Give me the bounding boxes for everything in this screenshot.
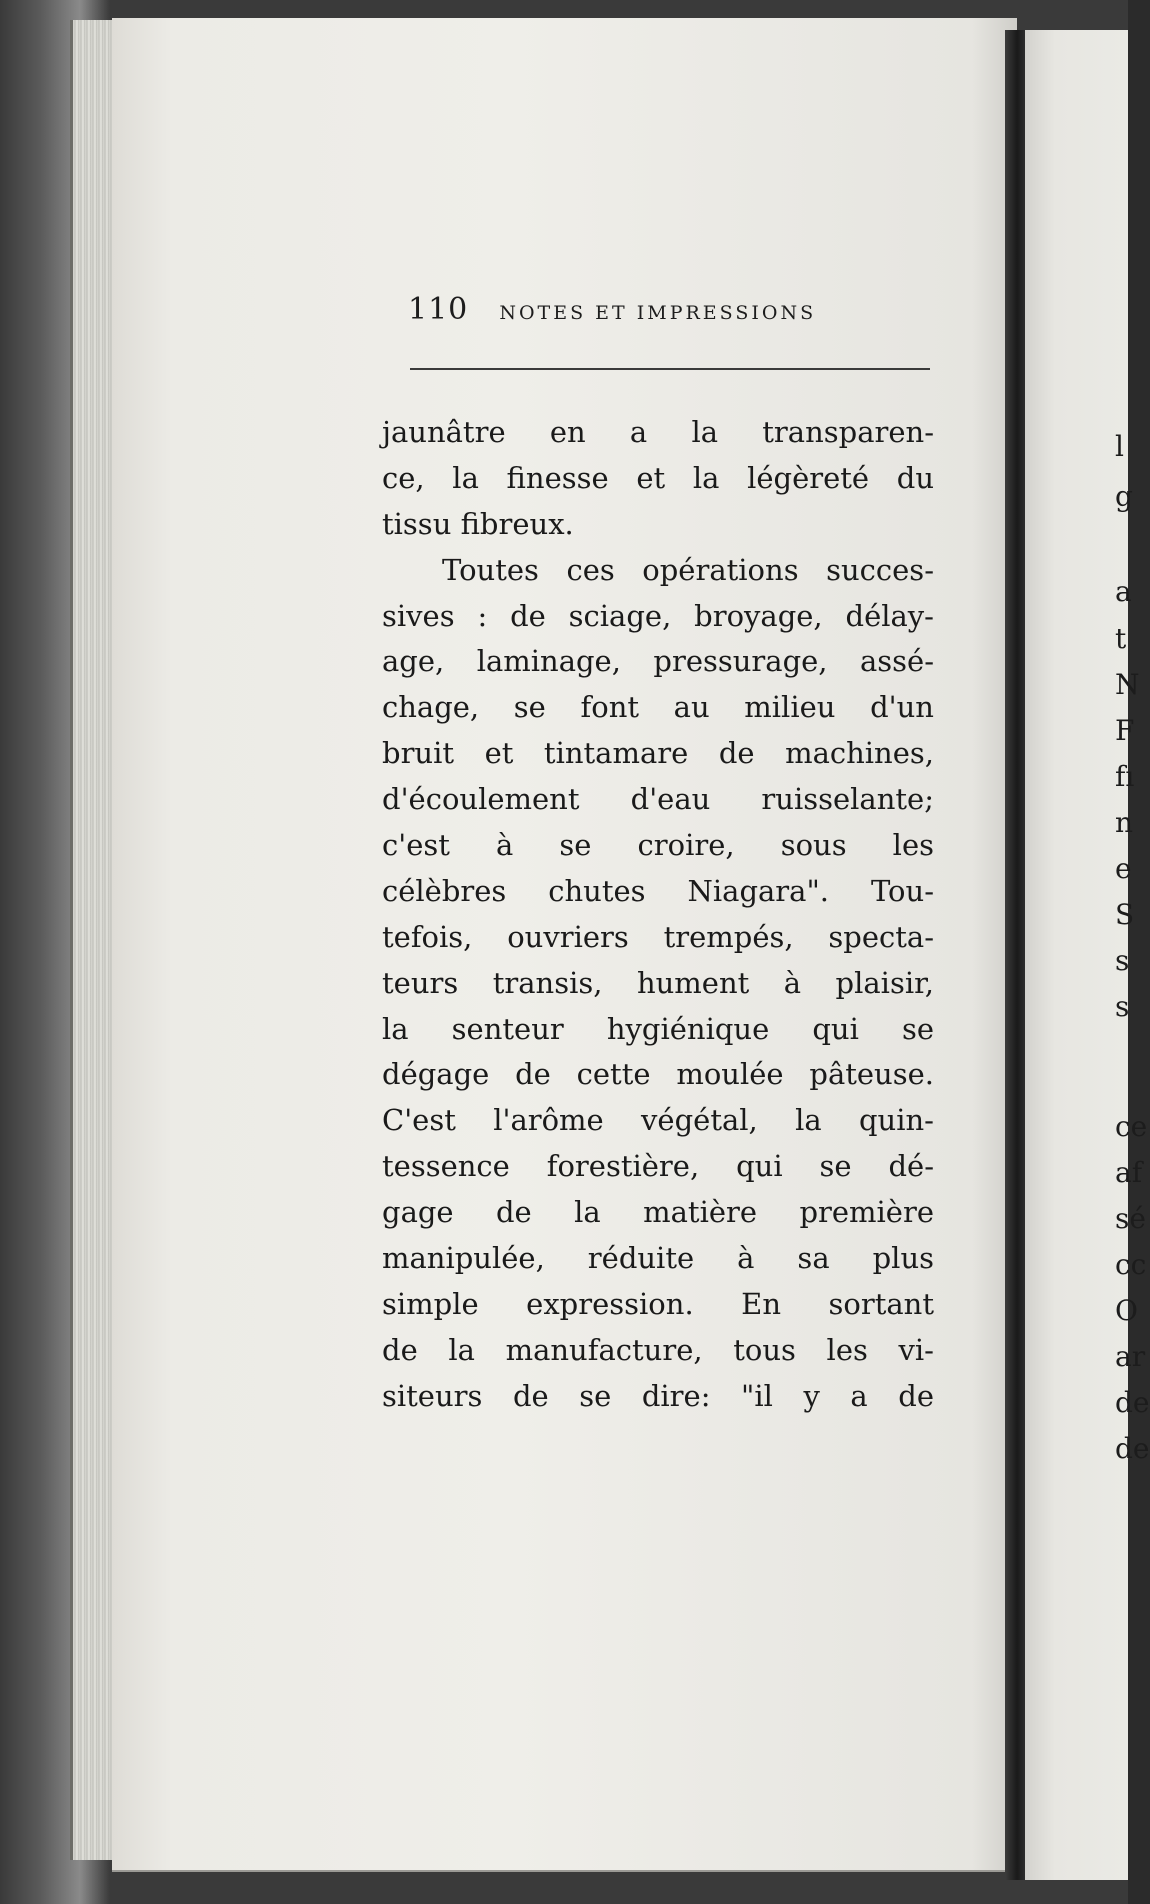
- text-line: la senteur hygiénique qui se: [382, 1011, 934, 1046]
- text-line: sives : de sciage, broyage, délay-: [382, 598, 934, 633]
- facing-page-fragment: sé: [1115, 1202, 1146, 1235]
- text-line: jaunâtre en a la transparen-: [382, 415, 934, 449]
- facing-page-fragment: a: [1115, 575, 1132, 608]
- text-line: ce, la finesse et la légèreté du: [382, 460, 934, 495]
- text-line: gage de la matière première: [382, 1195, 934, 1230]
- text-line: siteurs de se dire: "il y a de: [382, 1378, 934, 1413]
- facing-page-fragment: af: [1115, 1156, 1143, 1189]
- book-gutter: [1005, 30, 1025, 1880]
- text-line: célèbres chutes Niagara". Tou-: [382, 873, 934, 908]
- facing-page-fragment: n: [1115, 806, 1134, 839]
- text-line: simple expression. En sortant: [382, 1286, 934, 1321]
- facing-page-fragment: t: [1115, 622, 1127, 655]
- text-line: bruit et tintamare de machines,: [382, 736, 934, 771]
- header-rule: [410, 368, 930, 370]
- text-line: manipulée, réduite à sa plus: [382, 1241, 934, 1276]
- facing-page-fragment: l: [1115, 430, 1124, 463]
- text-line: tefois, ouvriers trempés, specta-: [382, 919, 934, 954]
- text-line: age, laminage, pressurage, assé-: [382, 644, 934, 679]
- text-line: teurs transis, hument à plaisir,: [382, 965, 934, 1000]
- facing-page: [1025, 30, 1150, 1880]
- page-number: 110: [408, 292, 469, 327]
- text-line: c'est à se croire, sous les: [382, 828, 934, 863]
- text-line: tissu fibreux.: [382, 506, 574, 541]
- facing-page-fragment: de: [1115, 1386, 1150, 1419]
- facing-page-fragment: de: [1115, 1432, 1150, 1465]
- text-line: tessence forestière, qui se dé-: [382, 1149, 934, 1184]
- facing-page-fragment: F: [1115, 714, 1135, 747]
- facing-page-fragment: ce: [1115, 1110, 1148, 1143]
- text-line: Toutes ces opérations succes-: [442, 552, 934, 587]
- text-line: dégage de cette moulée pâteuse.: [382, 1057, 934, 1092]
- text-line: C'est l'arôme végétal, la quin-: [382, 1103, 934, 1138]
- running-header: [408, 292, 816, 327]
- facing-page-fragment: N: [1115, 668, 1140, 701]
- facing-page-fragment: ar: [1115, 1340, 1146, 1373]
- facing-page-fragment: cc: [1115, 1248, 1147, 1281]
- facing-page-fragment: S: [1115, 898, 1135, 931]
- facing-page-fragment: O: [1115, 1294, 1138, 1327]
- facing-page-fragment: fı: [1115, 760, 1135, 793]
- facing-page-fragment: g: [1115, 480, 1133, 513]
- facing-page-fragment: e: [1115, 852, 1132, 885]
- text-line: chage, se font au milieu d'un: [382, 690, 934, 725]
- text-line: d'écoulement d'eau ruisselante;: [382, 782, 934, 817]
- facing-page-fragment: s: [1115, 944, 1130, 977]
- body-text: [382, 410, 934, 1420]
- text-line: de la manufacture, tous les vi-: [382, 1332, 934, 1367]
- running-title: NOTES ET IMPRESSIONS: [499, 302, 817, 324]
- facing-page-fragment: s: [1115, 990, 1130, 1023]
